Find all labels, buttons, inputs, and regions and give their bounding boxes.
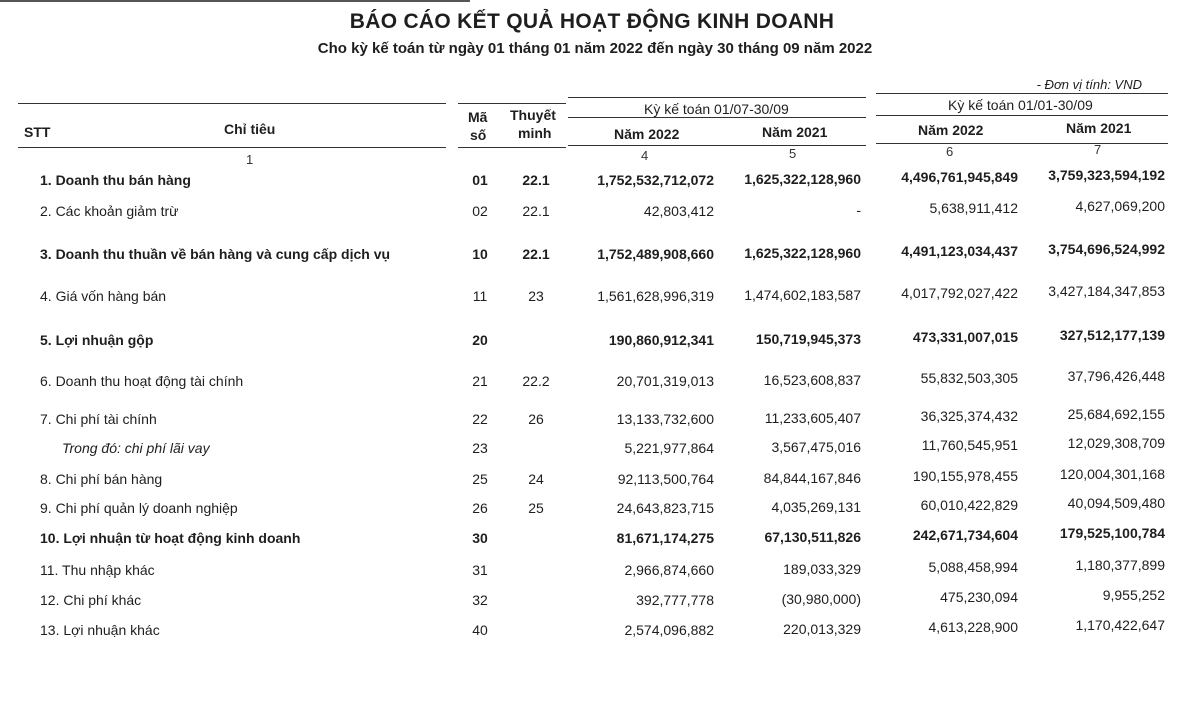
- row-value-p1-2021: 3,567,475,016: [771, 439, 861, 455]
- row-value-p1-2021: 11,233,605,407: [764, 410, 861, 426]
- table-row: [0, 466, 1204, 495]
- row-code: 01: [472, 172, 488, 188]
- table-row: [0, 495, 1204, 524]
- currency-unit: - Đơn vị tính: VND: [1036, 77, 1142, 92]
- period1-mid-rule: [568, 117, 866, 118]
- row-value-p2-2022: 190,155,978,455: [912, 468, 1018, 484]
- report-title: BÁO CÁO KẾT QUẢ HOẠT ĐỘNG KINH DOANH: [349, 10, 835, 33]
- header-chi-tieu: Chỉ tiêu: [224, 121, 276, 137]
- row-value-p1-2022: 24,643,823,715: [616, 500, 714, 516]
- row-code: 11: [472, 288, 488, 304]
- period2-mid-rule: [876, 115, 1168, 116]
- table-row: [0, 283, 1204, 312]
- row-label: 9. Chi phí quản lý doanh nghiệp: [40, 500, 238, 516]
- header-top-rule-code: [458, 103, 566, 104]
- header-thuyet-minh-line1: Thuyết: [510, 107, 556, 123]
- row-value-p1-2022: 2,574,096,882: [624, 622, 714, 638]
- table-row: [0, 617, 1204, 646]
- row-label: 11. Thu nhập khác: [40, 562, 155, 578]
- row-code: 20: [472, 332, 488, 348]
- table-row: [0, 587, 1204, 616]
- header-period1: Kỳ kế toán 01/07-30/09: [644, 101, 789, 117]
- header-p2-year2021: Năm 2021: [1066, 120, 1132, 136]
- table-row: [0, 241, 1204, 270]
- row-value-p1-2021: 189,033,329: [783, 561, 861, 577]
- table-row: [0, 525, 1204, 554]
- header-period2: Kỳ kế toán 01/01-30/09: [948, 97, 1093, 113]
- report-subtitle: Cho kỳ kế toán từ ngày 01 tháng 01 năm 2022 đến ngày 30 tháng 09 năm 2022: [317, 40, 873, 57]
- row-value-p2-2022: 36,325,374,432: [920, 408, 1018, 424]
- header-p1-year2022: Năm 2022: [614, 126, 680, 142]
- row-note: 24: [528, 471, 544, 487]
- row-label: 3. Doanh thu thuần về bán hàng và cung cấp dịch vụ: [40, 246, 391, 262]
- row-label: 6. Doanh thu hoạt động tài chính: [40, 373, 244, 389]
- row-code: 25: [472, 471, 488, 487]
- row-value-p2-2022: 55,832,503,305: [920, 370, 1018, 386]
- row-value-p1-2022: 1,752,532,712,072: [597, 172, 714, 188]
- row-note: 22.1: [522, 246, 550, 262]
- row-code: 40: [472, 622, 488, 638]
- row-value-p1-2021: 220,013,329: [783, 621, 861, 637]
- row-code: 31: [472, 562, 488, 578]
- row-value-p2-2022: 4,017,792,027,422: [901, 285, 1018, 301]
- row-note: 22.1: [522, 203, 550, 219]
- row-value-p2-2021: 4,627,069,200: [1075, 198, 1165, 214]
- row-code: 30: [472, 530, 488, 546]
- row-value-p2-2021: 3,759,323,594,192: [1048, 167, 1165, 183]
- row-value-p1-2022: 392,777,778: [636, 592, 714, 608]
- table-row: [0, 327, 1204, 356]
- table-row: [0, 435, 1204, 464]
- row-value-p1-2022: 20,701,319,013: [616, 373, 714, 389]
- row-label: 7. Chi phí tài chính: [40, 411, 157, 427]
- row-value-p1-2021: 1,625,322,128,960: [744, 245, 861, 261]
- row-label: 4. Giá vốn hàng bán: [40, 288, 167, 304]
- row-value-p1-2022: 1,561,628,996,319: [597, 288, 714, 304]
- row-value-p2-2021: 3,754,696,524,992: [1048, 241, 1165, 257]
- row-value-p2-2021: 179,525,100,784: [1059, 525, 1165, 541]
- header-thuyet-minh-line2: minh: [518, 125, 552, 141]
- colnum-6: 6: [946, 144, 954, 159]
- row-value-p2-2021: 1,180,377,899: [1075, 557, 1165, 573]
- header-ma-so-line1: Mã: [468, 109, 488, 125]
- row-code: 22: [472, 411, 488, 427]
- row-note: 22.1: [522, 172, 550, 188]
- page-top-edge: [0, 0, 470, 6]
- row-value-p2-2022: 242,671,734,604: [912, 527, 1018, 543]
- colnum-5: 5: [789, 146, 797, 161]
- row-value-p1-2022: 5,221,977,864: [624, 440, 714, 456]
- row-value-p1-2021: 84,844,167,846: [763, 470, 861, 486]
- row-note: 22.2: [522, 373, 550, 389]
- row-value-p2-2022: 5,638,911,412: [929, 200, 1018, 216]
- row-value-p2-2021: 40,094,509,480: [1067, 495, 1165, 511]
- row-code: 21: [472, 373, 488, 389]
- row-value-p2-2022: 60,010,422,829: [920, 497, 1018, 513]
- row-value-p2-2021: 120,004,301,168: [1059, 466, 1165, 482]
- row-value-p2-2022: 4,491,123,034,437: [901, 243, 1018, 259]
- colnum-7: 7: [1094, 142, 1102, 157]
- row-code: 02: [472, 203, 488, 219]
- table-row: [0, 167, 1204, 196]
- header-bottom-rule-code: [458, 147, 566, 148]
- row-value-p2-2022: 5,088,458,994: [928, 559, 1018, 575]
- row-value-p2-2021: 3,427,184,347,853: [1048, 283, 1165, 299]
- row-value-p2-2021: 37,796,426,448: [1067, 368, 1165, 384]
- row-value-p2-2021: 1,170,422,647: [1075, 617, 1165, 633]
- header-p2-year2022: Năm 2022: [918, 122, 984, 138]
- table-row: [0, 198, 1204, 227]
- row-value-p2-2022: 4,613,228,900: [928, 619, 1018, 635]
- row-value-p2-2021: 25,684,692,155: [1067, 406, 1165, 422]
- row-code: 10: [472, 246, 488, 262]
- row-value-p1-2021: 16,523,608,837: [763, 372, 861, 388]
- row-value-p1-2022: 92,113,500,764: [617, 471, 714, 487]
- row-value-p1-2022: 2,966,874,660: [624, 562, 714, 578]
- period1-bottom-rule: [568, 145, 866, 146]
- row-value-p1-2021: 4,035,269,131: [771, 499, 861, 515]
- row-label: 13. Lợi nhuận khác: [40, 622, 160, 638]
- row-note: 23: [528, 288, 544, 304]
- row-note: 26: [528, 411, 544, 427]
- header-ma-so-line2: số: [470, 127, 487, 143]
- row-value-p1-2022: 13,133,732,600: [616, 411, 714, 427]
- period2-bottom-rule: [876, 143, 1168, 144]
- header-stt: STT: [24, 124, 51, 140]
- row-value-p1-2021: (30,980,000): [781, 591, 861, 607]
- row-code: 32: [472, 592, 488, 608]
- table-row: [0, 368, 1204, 397]
- row-value-p1-2022: 42,803,412: [643, 203, 714, 219]
- row-value-p1-2022: 81,671,174,275: [616, 530, 714, 546]
- row-code: 23: [472, 440, 488, 456]
- row-value-p2-2022: 4,496,761,945,849: [901, 169, 1018, 185]
- row-label: 12. Chi phí khác: [40, 592, 142, 608]
- row-value-p2-2022: 473,331,007,015: [912, 329, 1018, 345]
- header-bottom-rule-left: [18, 147, 446, 148]
- row-label: 10. Lợi nhuận từ hoạt động kinh doanh: [40, 530, 301, 546]
- row-value-p1-2021: 1,625,322,128,960: [744, 171, 861, 187]
- period2-top-rule: [876, 93, 1168, 94]
- row-label: 2. Các khoản giảm trừ: [40, 203, 179, 219]
- row-label: 8. Chi phí bán hàng: [40, 471, 163, 487]
- row-note: 25: [528, 500, 544, 516]
- period1-top-rule: [568, 97, 866, 98]
- row-label: 1. Doanh thu bán hàng: [40, 172, 191, 188]
- row-value-p2-2021: 9,955,252: [1102, 587, 1165, 603]
- row-value-p2-2022: 475,230,094: [940, 589, 1018, 605]
- row-value-p1-2021: 67,130,511,826: [764, 529, 861, 545]
- row-value-p1-2022: 1,752,489,908,660: [597, 246, 714, 262]
- header-top-rule-left: [18, 103, 446, 104]
- row-value-p2-2022: 11,760,545,951: [921, 437, 1018, 453]
- row-value-p2-2021: 327,512,177,139: [1059, 327, 1165, 343]
- colnum-4: 4: [641, 148, 649, 163]
- row-value-p1-2021: -: [856, 202, 861, 218]
- row-value-p2-2021: 12,029,308,709: [1067, 435, 1165, 451]
- row-value-p1-2021: 1,474,602,183,587: [744, 287, 861, 303]
- row-value-p1-2022: 190,860,912,341: [608, 332, 714, 348]
- row-label: 5. Lợi nhuận gộp: [40, 332, 154, 348]
- colnum-1: 1: [246, 152, 254, 167]
- row-code: 26: [472, 500, 488, 516]
- table-row: [0, 557, 1204, 586]
- header-p1-year2021: Năm 2021: [762, 124, 828, 140]
- row-value-p1-2021: 150,719,945,373: [755, 331, 861, 347]
- row-label: Trong đó: chi phí lãi vay: [62, 440, 210, 456]
- table-row: [0, 406, 1204, 435]
